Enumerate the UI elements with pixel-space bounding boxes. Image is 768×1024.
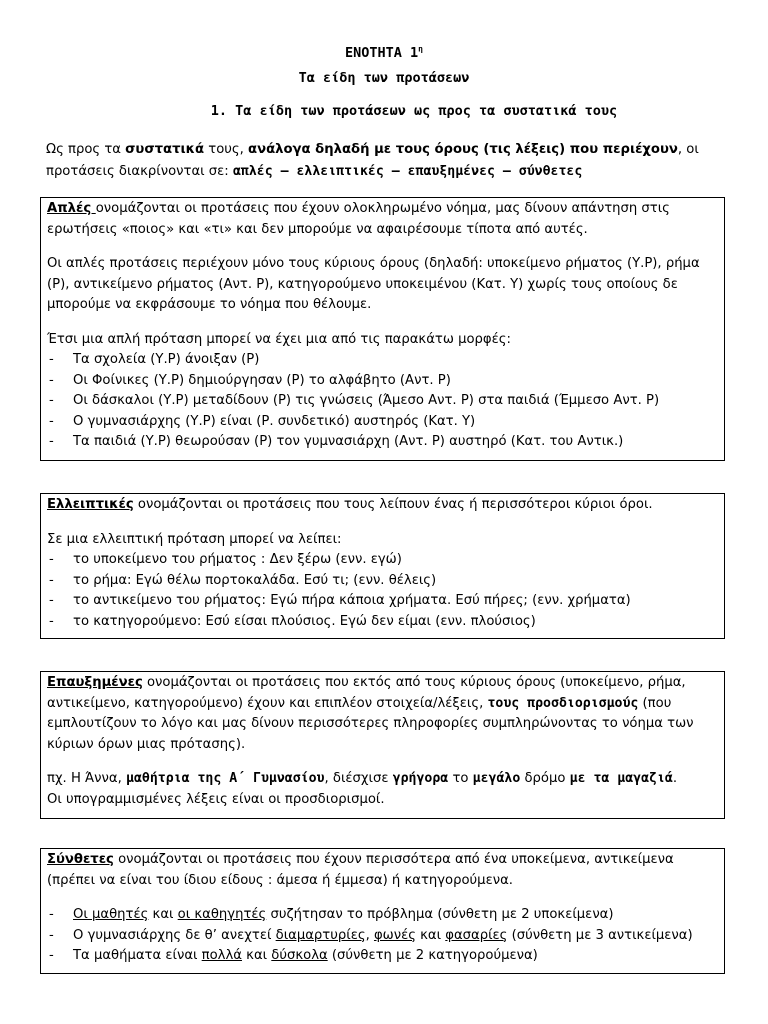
compound-definition	[47, 850, 724, 891]
intro-bold: ανάλογα δηλαδή με τους όρους (τις λέξεις) που περιέχουν	[248, 142, 678, 157]
augmented-def-text: (που εμπλουτίζουν το λόγο και μας δίνουν περισσότερες πληροφορίες συμπληρώνοντας το νόημα των κύριων όρων μιας πρότασης).	[47, 695, 694, 752]
simple-definition	[47, 199, 724, 240]
list-item: - Οι Φοίνικες (Υ.Ρ) δημιούργησαν (Ρ) το αλφάβητο (Αντ. Ρ)	[47, 371, 724, 392]
example-text: δρόμο	[520, 771, 570, 786]
list-item: - Ο γυμνασιάρχης (Υ.Ρ) είναι (Ρ. συνδετικό) αυστηρός (Κατ. Υ)	[47, 412, 724, 433]
example-text: και	[415, 927, 446, 943]
example-text: πχ. Η Άννα,	[47, 771, 126, 786]
list-item	[47, 926, 724, 947]
elliptical-term: Ελλειπτικές	[47, 497, 134, 512]
simple-forms-intro: Έτσι μια απλή πρόταση μπορεί να έχει μια από τις παρακάτω μορφές:	[47, 331, 511, 347]
augmented-term: Επαυξημένες	[47, 675, 143, 690]
simple-term: Απλές	[47, 201, 96, 216]
list-item: - Τα σχολεία (Υ.Ρ) άνοιξαν (Ρ)	[47, 350, 724, 371]
underlined-term: δύσκολα	[271, 948, 328, 963]
simple-def-text: ονομάζονται οι προτάσεις που έχουν ολοκληρωμένο νόημα, μας δίνουν απάντηση στις ερωτήσεις «ποιος» και «τι» και δεν μπορούμε να αφαιρέσουμε τίποτα από αυτές.	[47, 201, 670, 237]
example-modifier: με τα μαγαζιά	[569, 771, 673, 786]
augmented-example	[47, 769, 724, 790]
section-heading: 1. Τα είδη των προτάσεων ως προς τα συστατικά τους	[210, 103, 618, 119]
list-item: - Οι δάσκαλοι (Υ.Ρ) μεταδίδουν (Ρ) τις γνώσεις (Άμεσο Αντ. Ρ) στα παιδιά (Έμμεσο Αντ. Ρ)	[47, 391, 724, 412]
augmented-note: Οι υπογραμμισμένες λέξεις είναι οι προσδιορισμοί.	[47, 791, 385, 807]
elliptical-def-text: ονομάζονται οι προτάσεις που τους λείπουν ένας ή περισσότεροι κύριοι όροι.	[133, 497, 653, 512]
example-text: , διέσχισε	[324, 771, 393, 786]
augmented-sentences-box	[40, 671, 725, 819]
intro-text: προτάσεις διακρίνονται σε:	[46, 164, 233, 179]
augmented-def-text: ονομάζονται οι προτάσεις που εκτός από τους κύριους όρους (υποκείμενο, ρήμα, αντικείμενο, κατηγορούμενο) έχουν και επιπλέον στοιχεία/λέξεις,	[47, 675, 686, 711]
augmented-def-bold: τους προσδιορισμούς	[487, 695, 639, 711]
compound-def-text: ονομάζονται οι προτάσεις που έχουν περισσότερα από ένα υποκείμενα, αντικείμενα (πρέπει να είναι του ίδιου είδους : άμεσα ή έμμεσα) ή κατηγορούμενα.	[47, 852, 674, 888]
intro-paragraph	[46, 139, 726, 183]
example-modifier: μεγάλο	[472, 771, 521, 786]
underlined-term: φασαρίες	[445, 927, 508, 943]
unit-title	[0, 45, 768, 61]
underlined-term: Οι μαθητές	[73, 907, 149, 922]
example-text: συζήτησαν το πρόβλημα (σύνθετη με 2 υποκείμενα)	[266, 907, 614, 922]
elliptical-sentences-box	[40, 493, 725, 639]
example-text: το	[448, 771, 473, 786]
chapter-subtitle: Τα είδη των προτάσεων	[298, 70, 470, 86]
example-text: .	[672, 771, 678, 786]
intro-categories: απλές – ελλειπτικές – επαυξημένες – σύνθετες	[232, 164, 583, 179]
compound-term: Σύνθετες	[47, 852, 114, 867]
intro-text: , οι	[677, 142, 699, 157]
intro-bold: συστατικά	[125, 142, 205, 157]
compound-examples-list	[47, 905, 724, 967]
list-item: - το αντικείμενο του ρήματος: Εγώ πήρα κάποια χρήματα. Εσύ πήρες; (ενν. χρήματα)	[47, 591, 724, 612]
underlined-term: οι καθηγητές	[177, 907, 267, 922]
underlined-term: διαμαρτυρίες	[275, 927, 366, 943]
elliptical-examples-list	[47, 550, 724, 632]
list-item: - το κατηγορούμενο: Εσύ είσαι πλούσιος. Εγώ δεν είμαι (ενν. πλούσιος)	[47, 612, 724, 633]
example-modifier: γρήγορα	[392, 771, 449, 786]
simple-sentences-box	[40, 197, 725, 461]
compound-sentences-box	[40, 848, 725, 974]
unit-title-text: ΕΝΟΤΗΤΑ 1	[345, 45, 419, 61]
example-text: και	[148, 907, 178, 922]
elliptical-definition	[47, 495, 724, 516]
example-text: Τα μαθήματα είναι	[73, 948, 202, 963]
list-item: - το ρήμα: Εγώ θέλω πορτοκαλάδα. Εσύ τι; (ενν. θέλεις)	[47, 571, 724, 592]
example-text: Ο γυμνασιάρχης δε θ’ ανεχτεί	[73, 927, 276, 943]
underlined-term: πολλά	[201, 948, 242, 963]
unit-title-sup: η	[418, 44, 423, 54]
simple-examples-list	[47, 350, 724, 453]
intro-text: τους,	[204, 142, 249, 157]
list-item	[47, 946, 724, 967]
elliptical-intro: Σε μια ελλειπτική πρόταση μπορεί να λείπει:	[47, 531, 342, 547]
example-text: (σύνθετη με 3 αντικείμενα)	[507, 927, 693, 943]
list-item: - Τα παιδιά (Υ.Ρ) θεωρούσαν (Ρ) τον γυμνασιάρχη (Αντ. Ρ) αυστηρό (Κατ. του Αντικ.)	[47, 432, 724, 453]
list-item: - το υποκείμενο του ρήματος : Δεν ξέρω (ενν. εγώ)	[47, 550, 724, 571]
example-modifier: μαθήτρια της Α΄ Γυμνασίου	[126, 771, 325, 786]
example-text: και	[241, 948, 272, 963]
list-item	[47, 905, 724, 926]
example-text: ,	[365, 927, 374, 943]
intro-text: Ως προς τα	[46, 142, 126, 157]
simple-main-terms: Οι απλές προτάσεις περιέχουν μόνο τους κύριους όρους (δηλαδή: υποκείμενο ρήματος (Υ.Ρ), ρήμα (Ρ), αντικείμενο ρήματος (Αντ. Ρ), κατηγορούμενο υποκειμένου (Κατ. Υ) χωρίς τους οποίους δε μπορούμε να εκφράσουμε το νόημα που θέλουμε.	[47, 256, 700, 312]
underlined-term: φωνές	[373, 927, 416, 943]
augmented-definition	[47, 673, 724, 755]
example-text: (σύνθετη με 2 κατηγορούμενα)	[327, 948, 538, 963]
